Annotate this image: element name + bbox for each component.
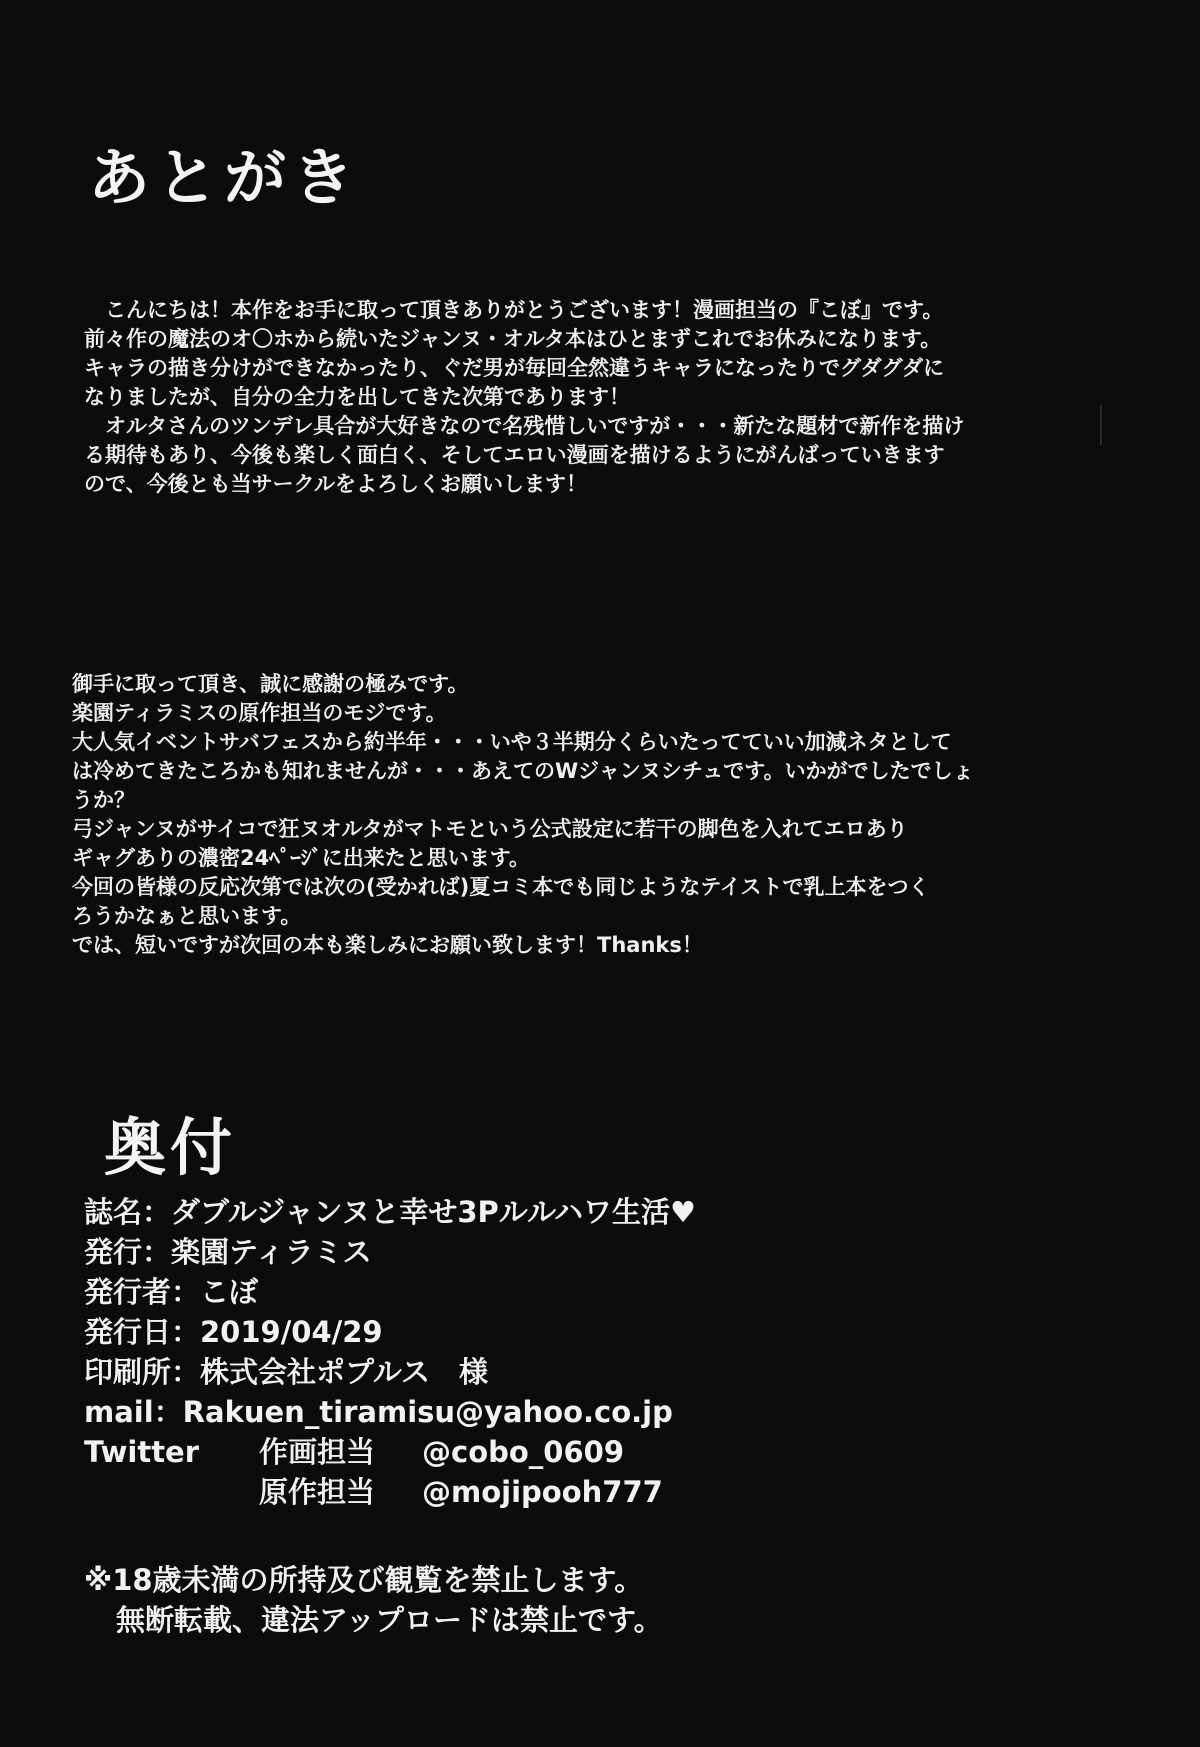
colophon-details	[84, 1192, 696, 1512]
text-line: ろうかなぁと思います。	[72, 904, 302, 928]
publisher: 発行：楽園ティラミス	[84, 1235, 372, 1269]
mail-address: mail：Rakuen_tiramisu@yahoo.co.jp	[84, 1395, 673, 1429]
text-line: なりましたが、自分の全力を出してきた次第であります！	[84, 385, 630, 409]
age-restriction-line: ※18歳未満の所持及び観覧を禁止します。	[84, 1563, 644, 1597]
scan-edge-mark	[1100, 405, 1102, 445]
colophon-title: 奥付	[104, 1111, 237, 1184]
text-line: こんにちは！本作をお手に取って頂きありがとうございます！漫画担当の『こぼ』です。	[84, 298, 944, 322]
book-title: 誌名：ダブルジャンヌと幸せ3Pルルハワ生活♥	[84, 1195, 697, 1229]
text-line: オルタさんのツンデレ具合が大好きなので名残惜しいですが・・・新たな題材で新作を描け	[84, 414, 965, 438]
text-line: 御手に取って頂き、誠に感謝の極みです。	[72, 672, 469, 696]
text-line: 前々作の魔法のオ〇ホから続いたジャンヌ・オルタ本はひとまずこれでお休みになります。	[84, 327, 942, 351]
text-line: ギャグありの濃密24ﾍﾟｰｼﾞに出来たと思います。	[72, 846, 531, 870]
text-line: は冷めてきたころかも知れませんが・・・あえてのWジャンヌシチュです。いかがでしたでしょ	[72, 759, 974, 783]
text-line: 大人気イベントサバフェスから約半年・・・いや３半期分くらいたってていい加減ネタとして	[72, 730, 952, 754]
text-line: うか？	[72, 788, 135, 812]
twitter-row-writer	[84, 1472, 696, 1512]
twitter-handle: @mojipooh777	[422, 1475, 663, 1509]
twitter-handle: @cobo_0609	[422, 1435, 625, 1469]
text-line: 今回の皆様の反応次第では次の(受かれば)夏コミ本でも同じようなテイストで乳上本をつく	[72, 875, 930, 899]
text-line: 弓ジャンヌがサイコで狂ヌオルタがマトモという公式設定に若干の脚色を入れてエロあり	[72, 817, 908, 841]
text-line: ので、今後とも当サークルをよろしくお願いします！	[84, 472, 587, 496]
afterword-paragraph-writer	[72, 670, 974, 960]
afterword-title: あとがき	[88, 141, 361, 214]
issuer: 発行者：こぼ	[84, 1275, 259, 1309]
twitter-row-artist	[84, 1432, 696, 1472]
text-line: る期待もあり、今後も楽しく面白く、そしてエロい漫画を描けるようにがんばっていきます	[84, 443, 945, 467]
twitter-role: 原作担当	[259, 1475, 376, 1509]
reprint-prohibition-line: 無断転載、違法アップロードは禁止です。	[116, 1603, 663, 1637]
issue-date: 発行日：2019/04/29	[84, 1315, 383, 1349]
afterword-paragraph-artist	[84, 296, 964, 499]
text-line: では、短いですが次回の本も楽しみにお願い致します！Thanks！	[72, 933, 703, 957]
age-notice	[84, 1560, 663, 1640]
printer: 印刷所：株式会社ポプルス 様	[84, 1355, 488, 1389]
twitter-label: Twitter	[84, 1435, 200, 1469]
text-line: 楽園ティラミスの原作担当のモジです。	[72, 701, 447, 725]
text-line: キャラの描き分けができなかったり、ぐだ男が毎回全然違うキャラになったりでグダグダに	[84, 356, 945, 380]
twitter-role: 作画担当	[259, 1435, 376, 1469]
